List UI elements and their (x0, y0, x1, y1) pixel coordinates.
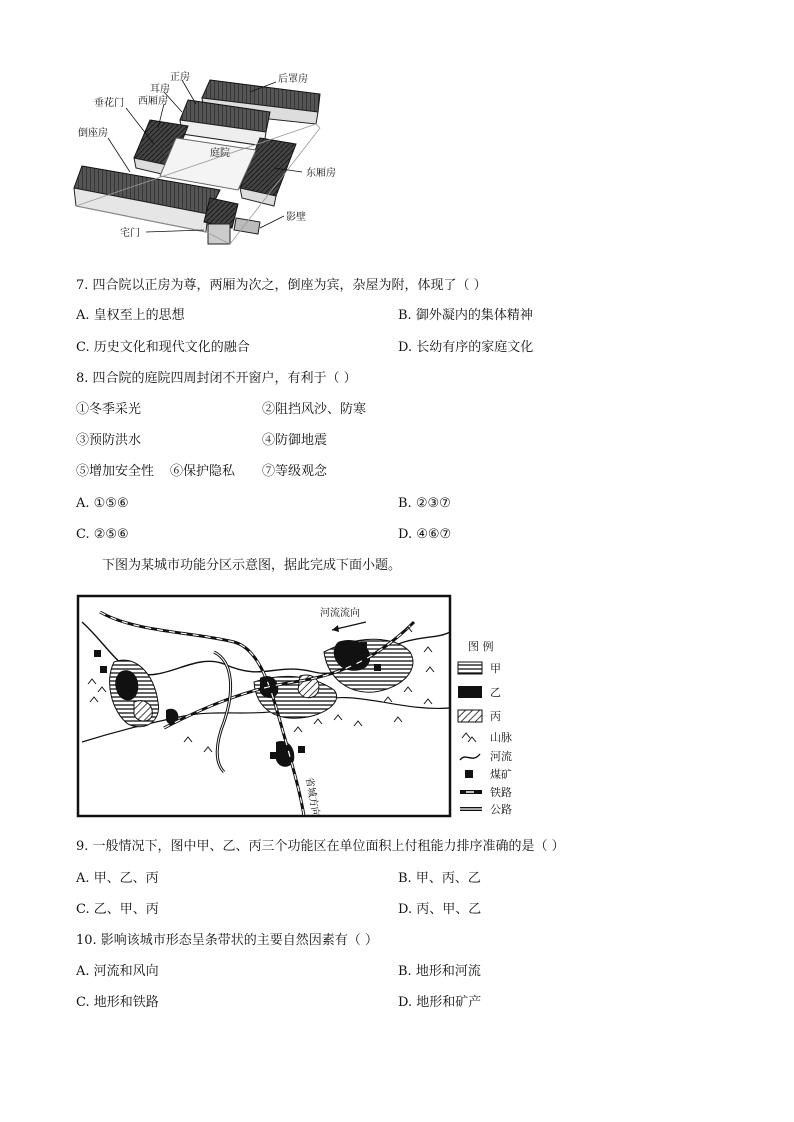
legend-yi: 乙 (490, 686, 501, 699)
label-tingyuan: 庭院 (210, 148, 230, 159)
legend-river: 河流 (490, 750, 512, 763)
legend-swatch-bing (458, 710, 482, 722)
q7-option-c: C. 历史文化和现代文化的融合 (76, 340, 250, 355)
q7-option-d: D. 长幼有序的家庭文化 (398, 340, 534, 355)
q9-option-b: B. 甲、丙、乙 (398, 871, 481, 886)
mountain-icon (462, 733, 476, 742)
legend-bing: 丙 (490, 710, 501, 723)
q7-option-b: B. 御外凝内的集体精神 (398, 308, 533, 323)
q10-option-b: B. 地形和河流 (398, 964, 481, 979)
q8-item-5: ⑤增加安全性 (76, 464, 155, 479)
river-icon (460, 754, 480, 760)
label-chuihuamen: 垂花门 (94, 98, 124, 109)
legend-railway: 铁路 (490, 786, 512, 799)
q8-item-6: ⑥保护隐私 (170, 464, 236, 479)
q9-option-c: C. 乙、甲、丙 (76, 902, 159, 917)
legend-mountain: 山脉 (490, 731, 512, 744)
city-direction-label: 省城方向 (303, 776, 321, 818)
q10-option-d: D. 地形和矿产 (398, 995, 482, 1010)
coal-mine-icon (465, 770, 473, 778)
q10-stem: 10. 影响该城市形态呈条带状的主要自然因素有（ ） (76, 933, 378, 948)
legend-highway: 公路 (490, 803, 512, 816)
q8-item-3: ③预防洪水 (76, 433, 142, 448)
siheyuan-illustration (70, 68, 360, 254)
q10-option-c: C. 地形和铁路 (76, 995, 159, 1010)
legend-jia: 甲 (490, 662, 501, 675)
q8-option-c: C. ②⑤⑥ (76, 527, 129, 542)
q8-option-a: A. ①⑤⑥ (76, 496, 129, 511)
q9-option-d: D. 丙、甲、乙 (398, 902, 482, 917)
q9-stem: 9. 一般情况下，图中甲、乙、丙三个功能区在单位面积上付租能力排序准确的是（ ） (76, 839, 565, 854)
river-direction-label: 河流流向 (320, 608, 360, 619)
label-zhaimen: 宅门 (120, 228, 140, 239)
label-xixiangfang: 西厢房 (138, 96, 168, 107)
label-daozuofang: 倒座房 (78, 128, 108, 139)
map-legend (458, 639, 512, 816)
legend-swatch-yi (458, 686, 482, 698)
label-yingbi: 影壁 (286, 212, 306, 223)
label-houzhaofang: 后罩房 (278, 74, 308, 85)
q7-stem: 7. 四合院以正房为尊，两厢为次之，倒座为宾，杂屋为附，体现了（ ） (76, 278, 487, 293)
label-erfang: 耳房 (150, 84, 170, 95)
label-dongxiangfang: 东厢房 (306, 168, 336, 179)
q8-stem: 8. 四合院的庭院四周封闭不开窗户，有利于（ ） (76, 371, 357, 386)
q8-item-4: ④防御地震 (262, 433, 328, 448)
q8-item-7: ⑦等级观念 (262, 464, 328, 479)
q8-item-1: ①冬季采光 (76, 402, 142, 417)
legend-title: 图 例 (468, 640, 494, 653)
legend-coal: 煤矿 (490, 768, 512, 781)
q8-option-d: D. ④⑥⑦ (398, 527, 452, 542)
q10-option-a: A. 河流和风向 (76, 964, 159, 979)
city-zone-map (74, 592, 544, 820)
q8-item-2: ②阻挡风沙、防寒 (262, 402, 367, 417)
map-intro: 下图为某城市功能分区示意图，据此完成下面小题。 (102, 558, 402, 573)
q7-option-a: A. 皇权至上的思想 (76, 308, 185, 323)
legend-swatch-jia (458, 662, 482, 674)
q8-option-b: B. ②③⑦ (398, 496, 451, 511)
label-zhengfang: 正房 (170, 72, 190, 83)
q9-option-a: A. 甲、乙、丙 (76, 871, 159, 886)
